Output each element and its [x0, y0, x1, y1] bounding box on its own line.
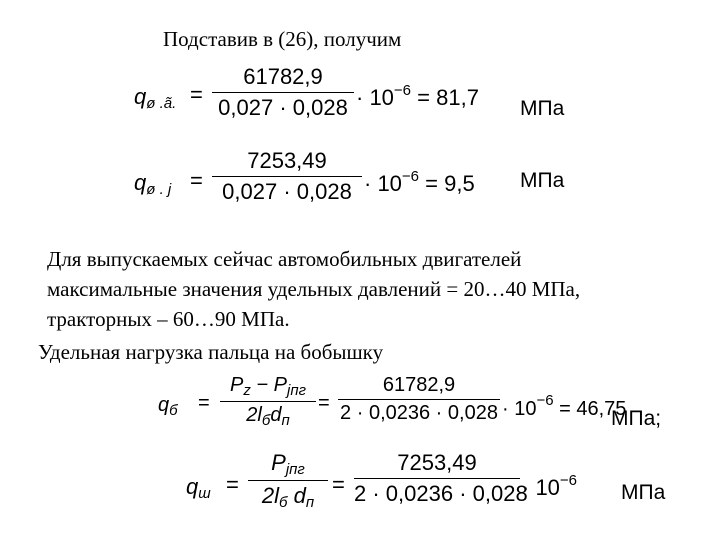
formula2-lhs-sub: ø . j: [146, 181, 172, 198]
formula3-eq2: =: [318, 392, 330, 414]
formula2-exponent: −6: [401, 168, 420, 185]
formula4-frac1-sub-jpg: jпг: [285, 461, 305, 478]
formula3-denominator: 2 · 0,0236 · 0,028: [340, 402, 498, 424]
formula4-frac1-P: P: [271, 450, 286, 475]
formula1-numerator: 61782,9: [243, 64, 323, 89]
formula3-den-sub-p: п: [281, 412, 290, 429]
formula4-eq2: =: [332, 472, 345, 497]
formula3-den-d: d: [270, 404, 282, 426]
paragraph-line-1: Для выпускаемых сейчас автомобильных двигателей: [47, 247, 522, 271]
formula3-lhs-q: q: [158, 394, 170, 416]
subheading: Удельная нагрузка пальца на бобышку: [38, 340, 384, 364]
formula1-factor: · 10: [356, 85, 394, 110]
formula1-denominator: 0,027 · 0,028: [218, 95, 348, 120]
formula4-lhs-sub: ш: [198, 485, 211, 502]
formula1-exponent: −6: [393, 82, 412, 99]
formula4-unit: МПа: [621, 481, 666, 504]
formula1-fraction: [212, 64, 354, 121]
formula1-result: = 81,7: [417, 85, 479, 110]
formula1-lhs-sub: ø .ã.: [146, 95, 177, 112]
formula3-den-sub-b: б: [261, 412, 271, 429]
paragraph-line-2: максимальные значения удельных давлений = 20…40 МПа,: [47, 277, 581, 301]
formula3-unit: МПа;: [611, 407, 662, 430]
formula3-frac1-minus-P: − P: [250, 374, 287, 396]
formula4-den-d: d: [293, 483, 306, 508]
formula4-symbolic-fraction: [248, 450, 328, 511]
formula3-den-2l: 2l: [246, 404, 262, 426]
formula3-numeric-fraction: [338, 374, 500, 425]
formula4-den-sub-b: б: [279, 494, 288, 511]
formula4-numeric-fraction: [354, 450, 528, 507]
formula3-exponent: −6: [536, 392, 554, 409]
formula3-numerator: 61782,9: [382, 374, 456, 396]
formula4-factor: · 10: [522, 475, 560, 500]
formula3-frac1-P: P: [230, 374, 244, 396]
paragraph-line-3: тракторных – 60…90 МПа.: [47, 307, 290, 331]
formula4-den-2l: 2l: [261, 483, 280, 508]
formula4-exponent: −6: [559, 472, 578, 489]
formula2-denominator: 0,027 · 0,028: [222, 179, 352, 204]
formula-q-boss: [158, 374, 627, 436]
formula-q-pin: [186, 452, 586, 522]
formula3-symbolic-fraction: [220, 374, 316, 429]
formula4-denominator: 2 · 0,0236 · 0,028: [354, 481, 528, 506]
formula2-result: = 9,5: [425, 171, 475, 196]
formula3-factor: · 10: [502, 398, 537, 420]
formula1-eq: =: [190, 82, 203, 107]
intro-text: Подставив в (26), получим: [163, 27, 402, 51]
formula2-lhs-q: q: [134, 170, 147, 195]
formula1-unit: МПа: [520, 97, 565, 120]
formula2-eq: =: [190, 168, 203, 193]
formula2-fraction: [212, 148, 362, 205]
formula2-unit: МПа: [520, 169, 565, 192]
formula-q-shear-j: [130, 148, 500, 218]
formula3-frac1-sub-jpg: jпг: [287, 382, 306, 399]
formula3-frac1-sub-z: z: [243, 382, 251, 399]
formula3-result: = 46,75: [559, 398, 627, 420]
formula1-lhs-q: q: [134, 84, 147, 109]
formula2-factor: · 10: [364, 171, 402, 196]
formula-q-shear-g: [130, 64, 490, 130]
formula4-eq1: =: [226, 472, 239, 497]
formula4-lhs-q: q: [186, 474, 199, 499]
formula3-eq1: =: [198, 392, 210, 414]
formula2-numerator: 7253,49: [247, 148, 327, 173]
formula3-lhs-sub: б: [169, 402, 178, 419]
formula4-den-sub-p: п: [305, 494, 315, 511]
formula4-numerator: 7253,49: [397, 450, 477, 475]
